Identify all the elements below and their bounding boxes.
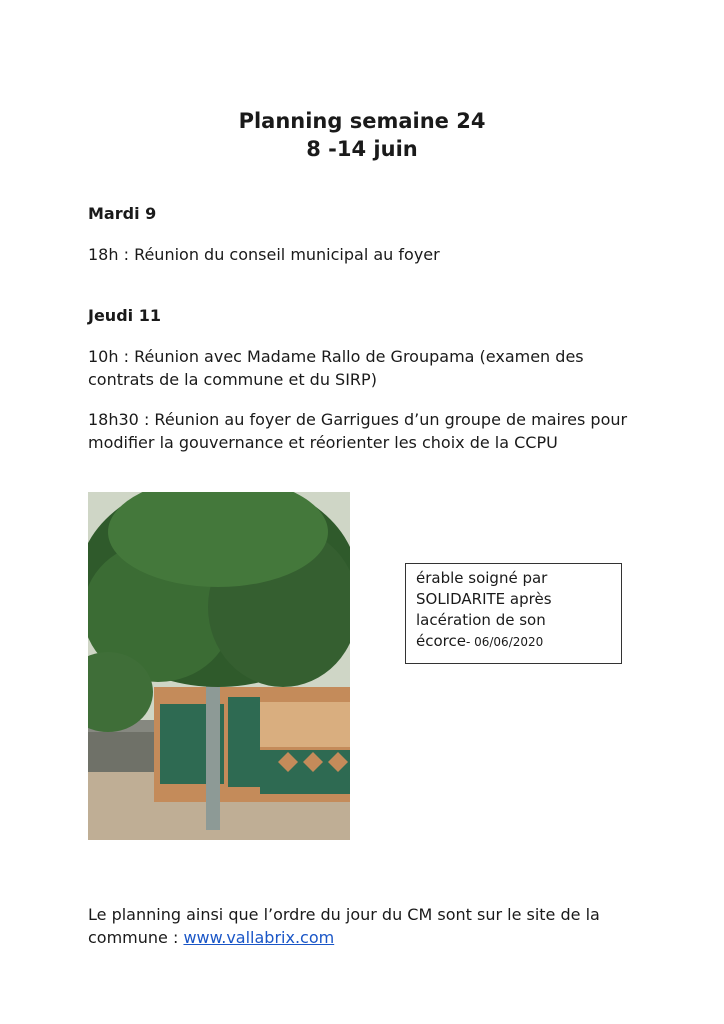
caption-line-2: SOLIDARITE après bbox=[416, 590, 552, 608]
caption-line-3: lacération de son bbox=[416, 611, 546, 629]
day-heading-jeudi: Jeudi 11 bbox=[88, 306, 161, 325]
event-jeudi-18h30: 18h30 : Réunion au foyer de Garrigues d’un groupe de maires pour modifier la gouvernance et réorienter les choix de la CCPU bbox=[88, 410, 628, 452]
footer-text: Le planning ainsi que l’ordre du jour du CM sont sur le site de la commune : bbox=[88, 905, 600, 947]
event-mardi-18h: 18h : Réunion du conseil municipal au foyer bbox=[88, 245, 440, 264]
tree-photo bbox=[88, 492, 350, 840]
page-subtitle-dates: 8 -14 juin bbox=[306, 137, 418, 161]
caption-date: - 06/06/2020 bbox=[465, 635, 544, 649]
event-jeudi-10h: 10h : Réunion avec Madame Rallo de Groupama (examen des contrats de la commune et du SIRP) bbox=[88, 347, 584, 389]
footer-note bbox=[88, 903, 648, 949]
caption-line-4-main: écorce bbox=[416, 632, 466, 650]
website-link[interactable]: www.vallabrix.com bbox=[183, 928, 335, 947]
caption-line-4 bbox=[416, 631, 621, 653]
day-heading-mardi: Mardi 9 bbox=[88, 204, 157, 223]
caption-line-1: érable soigné par bbox=[416, 569, 548, 587]
page-title: Planning semaine 24 bbox=[238, 109, 486, 133]
photo-caption-box bbox=[405, 563, 622, 664]
